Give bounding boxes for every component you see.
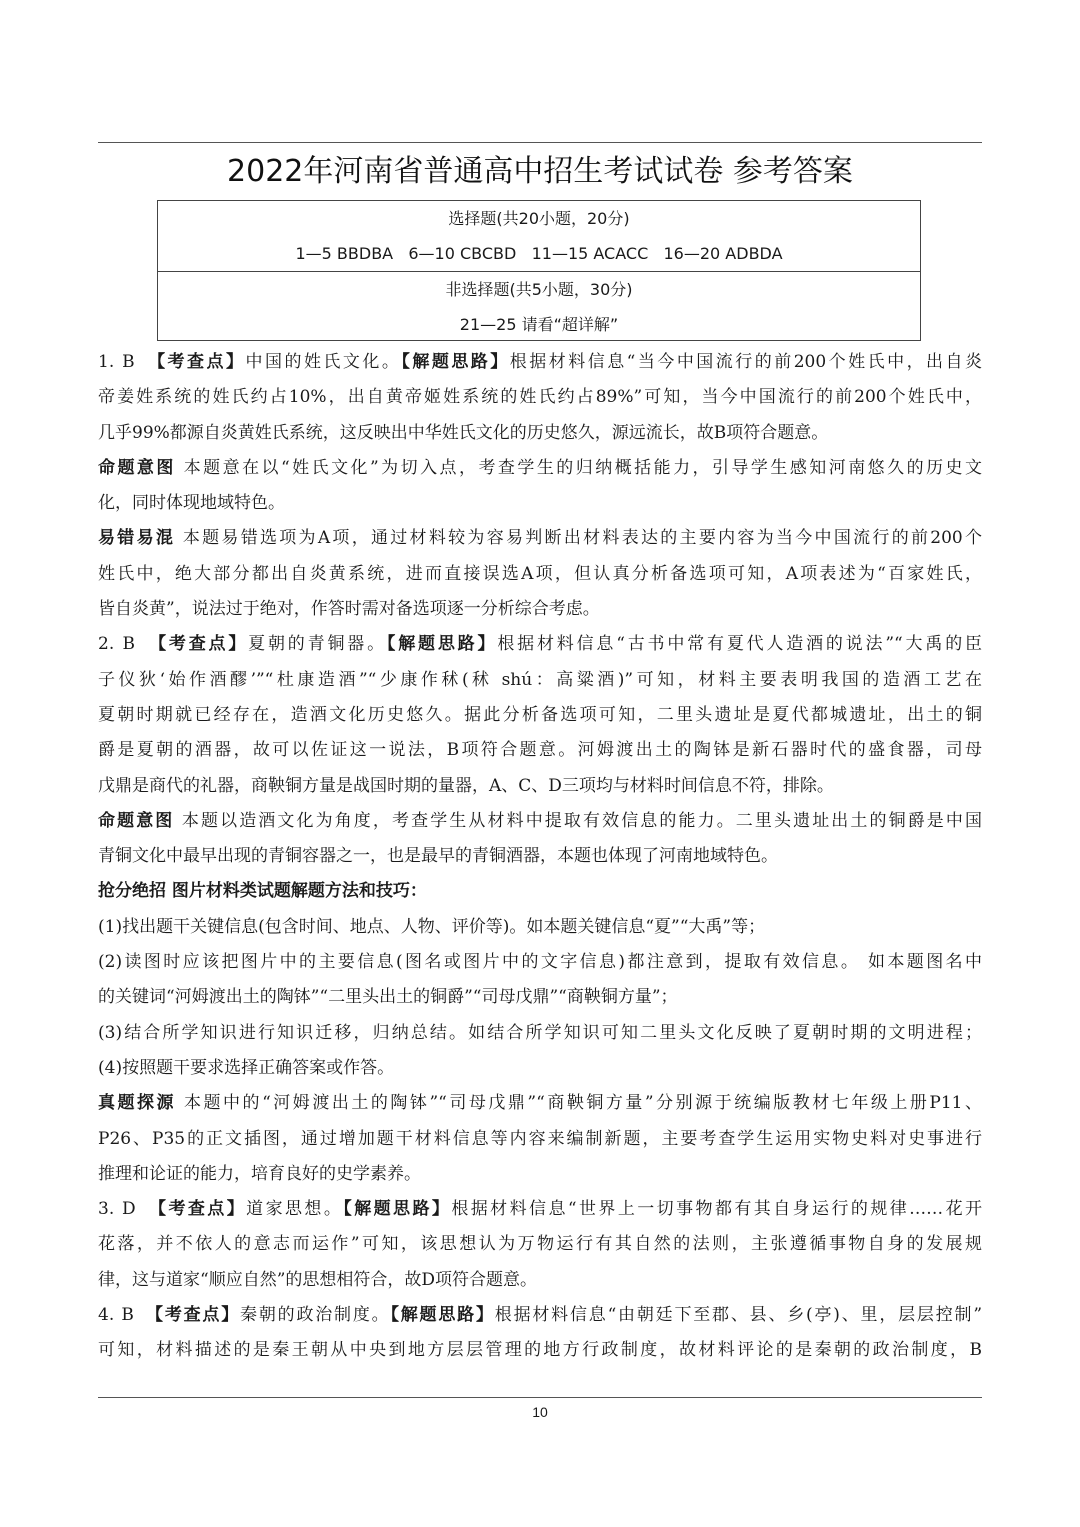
text-segment: 根据材料信息“当今中国流行的前200个姓氏中，出自炎	[509, 352, 983, 372]
text-line	[98, 980, 982, 1015]
text-segment: 道家思想。	[246, 1199, 344, 1220]
text-line	[98, 839, 982, 874]
choice-header: 选择题(共20小题，20分)	[448, 209, 630, 228]
text-segment: 4. B	[98, 1305, 155, 1326]
bold-label: 【考查点】	[154, 1305, 241, 1326]
text-line	[98, 1227, 982, 1262]
text-segment: 推理和论证的能力，培育良好的史学素养。	[98, 1163, 421, 1184]
text-segment: 根据材料信息“世界上一切事物都有其自身运行的规律……花开	[451, 1199, 983, 1220]
bottom-rule	[98, 1397, 982, 1398]
answer-explanations	[98, 345, 982, 1369]
text-line	[98, 521, 982, 556]
bold-label: 【考查点】	[156, 352, 246, 372]
bold-label: 真题探源	[98, 1093, 177, 1114]
bold-label: 【解题思路】	[386, 634, 498, 655]
text-line	[98, 557, 982, 592]
text-line	[98, 804, 982, 839]
text-segment: 3. D	[98, 1199, 158, 1220]
text-line	[98, 733, 982, 768]
text-segment: 化，同时体现地域特色。	[98, 493, 285, 514]
text-line	[98, 1298, 982, 1333]
text-segment: 姓氏中，绝大部分都出自炎黄系统，进而直接误选A项，但认真分析备选项可知，A项表述为“百家姓氏，	[98, 563, 982, 584]
page-number: 10	[532, 1404, 548, 1420]
choice-answers: 1—5 BBDBA 6—10 CBCBD 11—15 ACACC 16—20 ADBDA	[295, 244, 783, 263]
nonchoice-header: 非选择题(共5小题，30分)	[158, 271, 920, 307]
bold-label: 抢分绝招	[98, 881, 166, 902]
text-segment: (2)读图时应该把图片中的主要信息(图名或图片中的文字信息)都注意到，提取有效信息。 如本题图名中	[98, 952, 982, 973]
text-segment: 秦朝的政治制度。	[240, 1305, 391, 1326]
text-segment: 帝姜姓系统的姓氏约占10%，出自黄帝姬姓系统的姓氏约占89%”可知，当今中国流行的前200个姓氏中，	[98, 387, 982, 408]
text-line	[98, 451, 982, 486]
text-line	[98, 1051, 982, 1086]
text-segment: 皆自炎黄”，说法过于绝对，作答时需对备选项逐一分析综合考虑。	[98, 599, 600, 620]
text-line	[98, 1192, 982, 1227]
text-segment: 律，这与道家“顺应自然”的思想相符合，故D项符合题意。	[98, 1269, 538, 1290]
text-segment: 子仪狄‘始作酒醪’”“杜康造酒”“少康作秫(秫 shú：高粱酒)”可知，材料主要表明我国的造酒工艺在	[98, 669, 982, 690]
text-segment: 根据材料信息“古书中常有夏代人造酒的说法”“大禹的臣	[497, 634, 983, 655]
page-title: 2022年河南省普通高中招生考试试卷 参考答案	[227, 154, 853, 189]
top-rule	[98, 142, 982, 143]
text-line	[98, 945, 982, 980]
answer-summary-table	[157, 200, 921, 341]
text-segment: 青铜文化中最早出现的青铜容器之一，也是最早的青铜酒器，本题也体现了河南地域特色。	[98, 846, 778, 867]
text-segment: 本题以造酒文化为角度，考查学生从材料中提取有效信息的能力。二里头遗址出土的铜爵是中国	[174, 810, 983, 831]
text-line	[98, 1086, 982, 1121]
text-line	[98, 592, 982, 627]
bold-label: 命题意图	[98, 810, 175, 831]
text-line	[98, 345, 982, 380]
text-line	[98, 627, 982, 662]
text-line	[98, 1122, 982, 1157]
text-segment: 的关键词“河姆渡出土的陶钵”“二里头出土的铜爵”“司母戊鼎”“商鞅铜方量”；	[98, 987, 678, 1008]
bold-label: 【解题思路】	[401, 352, 510, 372]
bold-label: 命题意图	[98, 457, 176, 478]
bold-label: 【考查点】	[157, 634, 249, 655]
bold-label: 【解题思路】	[390, 1305, 495, 1326]
text-line	[98, 486, 982, 521]
text-segment: 本题意在以“姓氏文化”为切入点，考查学生的归纳概括能力，引导学生感知河南悠久的历史文	[175, 457, 982, 478]
text-line	[98, 910, 982, 945]
text-line	[98, 416, 982, 451]
text-segment: (4)按照题干要求选择正确答案或作答。	[98, 1057, 395, 1078]
text-segment: 夏朝时期就已经存在，造酒文化历史悠久。据此分析备选项可知，二里头遗址是夏代都城遗址，出土的铜	[98, 704, 982, 725]
text-segment: 中国的姓氏文化。	[245, 352, 402, 372]
text-line	[98, 1016, 982, 1051]
bold-label: 【考查点】	[157, 1199, 247, 1220]
nonchoice-note: 21—25 请看“超详解”	[459, 315, 619, 334]
text-segment: 戊鼎是商代的礼器，商鞅铜方量是战国时期的量器，A、C、D三项均与材料时间信息不符，排除。	[98, 775, 834, 796]
bold-label: 图片材料类试题解题方法和技巧：	[166, 881, 427, 902]
text-line	[98, 874, 982, 909]
text-segment: 夏朝的青铜器。	[248, 634, 387, 655]
text-segment: 本题易错选项为A项，通过材料较为容易判断出材料表达的主要内容为当今中国流行的前200个	[175, 528, 982, 549]
text-segment: (1)找出题干关键信息(包含时间、地点、人物、评价等)。如本题关键信息“夏”“大禹”等；	[98, 916, 766, 937]
bold-label: 【解题思路】	[343, 1199, 452, 1220]
text-segment: 本题中的“河姆渡出土的陶钵”“司母戊鼎”“商鞅铜方量”分别源于统编版教材七年级上册P11、	[176, 1093, 982, 1114]
text-segment: 爵是夏朝的酒器，故可以佐证这一说法，B项符合题意。河姆渡出土的陶钵是新石器时代的盛食器，司母	[98, 740, 982, 761]
text-line	[98, 380, 982, 415]
text-segment: 可知，材料描述的是秦王朝从中央到地方层层管理的地方行政制度，故材料评论的是秦朝的政治制度，B	[98, 1340, 982, 1361]
text-line	[98, 698, 982, 733]
text-segment: 根据材料信息“由朝廷下至郡、县、乡(亭)、里，层层控制”	[494, 1305, 983, 1326]
text-segment: P26、P35的正文插图，通过增加题干材料信息等内容来编制新题，主要考查学生运用实物史料对史事进行	[98, 1128, 982, 1149]
text-segment: (3)结合所学知识进行知识迁移，归纳总结。如结合所学知识可知二里头文化反映了夏朝时期的文明进程；	[98, 1022, 982, 1043]
text-segment: 花落，并不依人的意志而运作”可知，该思想认为万物运行有其自然的法则，主张遵循事物自身的发展规	[98, 1234, 982, 1255]
text-line	[98, 1263, 982, 1298]
text-segment: 1. B	[98, 352, 157, 372]
bold-label: 易错易混	[98, 528, 176, 549]
text-line	[98, 663, 982, 698]
text-segment: 几乎99%都源自炎黄姓氏系统，这反映出中华姓氏文化的历史悠久，源远流长，故B项符合题意。	[98, 422, 829, 443]
text-line	[98, 769, 982, 804]
text-segment: 2. B	[98, 634, 158, 655]
text-line	[98, 1157, 982, 1192]
text-line	[98, 1333, 982, 1368]
